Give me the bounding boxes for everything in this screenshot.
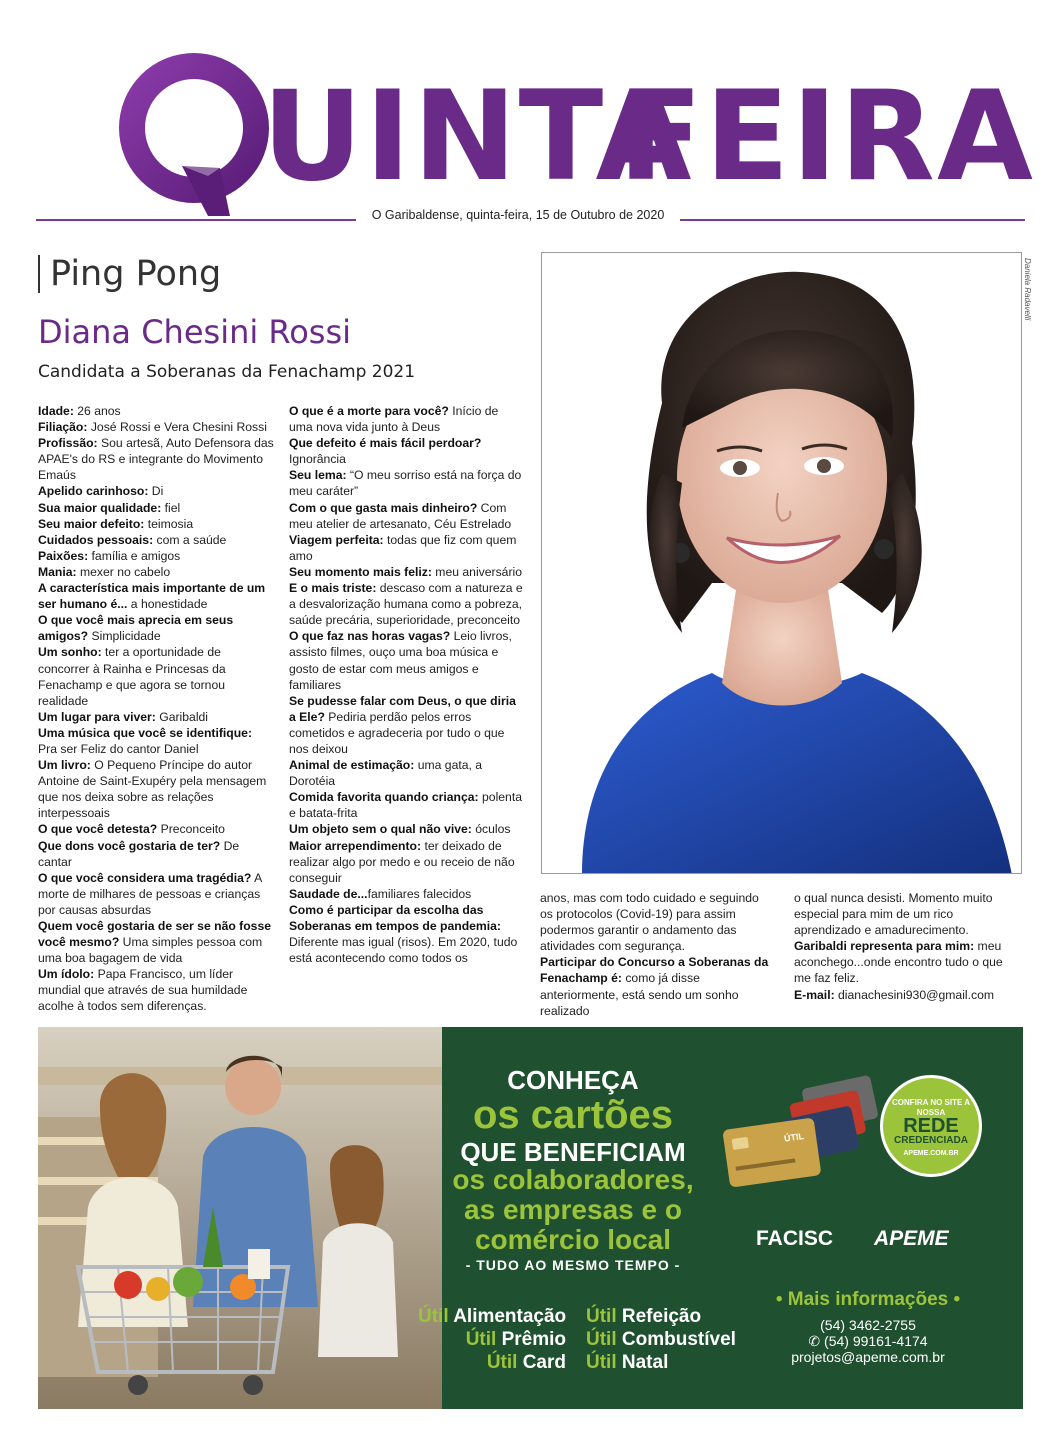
interview-item — [289, 403, 523, 435]
logo-q-mark — [112, 48, 282, 218]
logo-word-uinta: UINTA — [262, 65, 694, 209]
interview-question: Uma música que você se identifique: — [38, 725, 253, 740]
photo-credit: Daniela Radavelli — [1023, 258, 1032, 321]
interview-item — [38, 870, 274, 918]
product-name: Prêmio — [501, 1329, 566, 1350]
ad-headline-1: CONHEÇA — [507, 1065, 639, 1095]
interview-answer: dianachesini930@gmail.com — [834, 987, 995, 1002]
interview-item — [540, 890, 770, 954]
interview-question: Seu lema: — [289, 468, 347, 483]
interview-answer: “O meu sorriso está na força do meu caráter” — [289, 468, 522, 499]
dateline: O Garibaldense, quinta-feira, 15 de Outubro de 2020 — [371, 208, 665, 222]
interview-question: Como é participar da escolha das Soberanas em tempos de pandemia: — [289, 902, 501, 933]
interview-item — [38, 966, 274, 1014]
interview-answer: Ignorância — [289, 452, 346, 467]
interview-question: Filiação: — [38, 420, 88, 435]
interview-question: Paixões: — [38, 548, 89, 563]
interview-item — [289, 580, 523, 628]
interview-item — [289, 467, 523, 499]
product-name: Natal — [621, 1352, 669, 1373]
interview-answer: 26 anos — [73, 404, 121, 418]
interview-question: O que você considera uma tragédia? — [38, 870, 252, 885]
card-label: ÚTIL — [783, 1131, 805, 1144]
interview-question: O que faz nas horas vagas? — [289, 629, 451, 644]
ad-tagline: - TUDO AO MESMO TEMPO - — [465, 1257, 681, 1273]
interview-question: Um ídolo: — [38, 967, 95, 982]
interview-item — [289, 435, 523, 467]
interview-question: Maior arrependimento: — [289, 838, 422, 853]
seal-url-text: APEME.COM.BR — [903, 1150, 959, 1157]
advertisement — [38, 1027, 1023, 1409]
interview-answer: descaso com a natureza e a desvalorização humana como a pobreza, saúde precária, superioridade, preconceito — [289, 581, 523, 628]
interview-answer: ter a oportunidade de concorrer à Rainha e Princesas da Fenachamp e que agora se tornou realidade — [38, 645, 226, 708]
interview-question: Garibaldi representa para mim: — [794, 939, 975, 954]
interview-item — [38, 500, 274, 516]
interview-question: Que dons você gostaria de ter? — [38, 838, 221, 853]
interview-item — [289, 757, 523, 789]
interview-item — [289, 500, 523, 532]
article-subtitle: Candidata a Soberanas da Fenachamp 2021 — [38, 362, 416, 382]
interview-question: Um sonho: — [38, 645, 102, 660]
interview-item — [38, 419, 274, 435]
interview-item — [289, 532, 523, 564]
interview-question: O que você mais aprecia em seus amigos? — [38, 613, 234, 644]
seal-mid-text: CREDENCIADA — [894, 1135, 968, 1146]
interview-question: Cuidados pessoais: — [38, 532, 154, 547]
seal-top-text: CONFIRA NO SITE A NOSSA — [891, 1098, 971, 1117]
interview-answer: meu aconchego...onde encontro tudo o que me faz feliz. — [794, 939, 1003, 986]
interview-question: Mania: — [38, 564, 77, 579]
interview-question: Seu momento mais feliz: — [289, 564, 432, 579]
interview-question: Profissão: — [38, 436, 98, 451]
interview-item — [289, 789, 523, 821]
interview-question: Se pudesse falar com Deus, o que diria a Ele? — [289, 693, 516, 724]
interview-item — [289, 564, 523, 580]
interview-answer: Início de uma nova vida junto à Deus — [289, 404, 499, 435]
interview-answer: como já disse anteriormente, está sendo um sonho realizado — [540, 971, 739, 1018]
product-name: Alimentação — [453, 1306, 567, 1327]
interview-item — [38, 644, 274, 708]
interview-answer: Leio livros, assisto filmes, ouço uma boa música e gosto de estar com meus amigos e familiares — [289, 629, 512, 692]
interview-answer: teimosia — [144, 516, 194, 531]
interview-answer: a honestidade — [127, 597, 208, 612]
interview-item — [38, 757, 274, 821]
interview-question: Participar do Concurso a Soberanas da Fenachamp é: — [540, 955, 769, 986]
products-left — [418, 1305, 566, 1374]
interview-item — [38, 580, 274, 612]
portrait-illustration — [542, 253, 1022, 874]
product-brand: Útil — [418, 1306, 449, 1327]
interview-answer: Di — [148, 484, 164, 499]
interview-item — [38, 821, 274, 837]
interview-column-3 — [540, 890, 770, 1019]
interview-item — [38, 709, 274, 725]
ad-headline-4: os colaboradores, as empresas e o comércio local — [452, 1164, 694, 1255]
interview-answer: A morte de milhares de pessoas e crianças por causas absurdas — [38, 870, 262, 917]
ad-supermarket-photo — [38, 1027, 442, 1409]
interview-question: Idade: — [38, 404, 74, 418]
interview-question: Viagem perfeita: — [289, 532, 384, 547]
interview-question: Com o que gasta mais dinheiro? — [289, 500, 478, 515]
product-item — [586, 1305, 734, 1328]
ad-headline-3: QUE BENEFICIAM — [460, 1137, 686, 1167]
ad-cards-graphic — [716, 1073, 891, 1189]
interview-column-2 — [289, 403, 523, 966]
interview-item — [38, 532, 274, 548]
interview-item — [540, 954, 770, 1018]
interview-item — [38, 403, 274, 419]
product-brand: Útil — [586, 1306, 617, 1327]
interview-answer: polenta e batata-frita — [289, 790, 522, 821]
product-item — [418, 1305, 566, 1328]
product-brand: Útil — [486, 1352, 518, 1373]
ad-family-illustration — [38, 1027, 442, 1409]
interview-answer: Papa Francisco, um líder mundial que através de sua humildade acolhe à todos sem diferenças. — [38, 967, 248, 1014]
interview-item — [794, 890, 1022, 938]
interview-answer: com a saúde — [153, 532, 227, 547]
facisc-logo: FACISC — [756, 1227, 834, 1250]
masthead — [0, 0, 1058, 232]
products-right — [586, 1305, 734, 1374]
portrait-photo — [541, 252, 1022, 874]
interview-question: E o mais triste: — [289, 581, 377, 596]
interview-answer: mexer no cabelo — [76, 564, 171, 579]
interview-item — [38, 516, 274, 532]
ad-headline-2: os cartões — [472, 1093, 674, 1137]
interview-answer: Pediria perdão pelos erros cometidos e agradeceria por tudo o que nos deixou — [289, 709, 505, 756]
product-brand: Útil — [586, 1352, 617, 1373]
interview-question: Um objeto sem o qual não vive: — [289, 822, 472, 837]
interview-item — [289, 628, 523, 692]
interview-answer: todas que fiz com quem amo — [289, 532, 517, 563]
interview-answer: De cantar — [38, 838, 240, 869]
ad-seal-badge — [880, 1075, 982, 1177]
interview-column-1 — [38, 403, 274, 1015]
interview-answer: Uma simples pessoa com uma boa bagagem de vida — [38, 935, 263, 966]
interview-answer: Simplicidade — [88, 629, 161, 644]
ad-info-title: • Mais informações • — [775, 1289, 961, 1310]
interview-answer: o qual nunca desisti. Momento muito especial para mim de um rico aprendizado e amadurecimento. — [794, 891, 993, 938]
interview-answer: Sou artesã, Auto Defensora das APAE's do RS e integrante do Movimento Emaús — [38, 436, 274, 483]
interview-question: A característica mais importante de um ser humano é... — [38, 581, 266, 612]
interview-answer: O Pequeno Príncipe do autor Antoine de Saint-Exupéry pela mensagem que nos deixa sobre as relações interpessoais — [38, 758, 267, 821]
interview-item — [38, 838, 274, 870]
masthead-rule-right — [680, 219, 1025, 221]
interview-item — [38, 548, 274, 564]
interview-item — [289, 838, 523, 886]
interview-question: Apelido carinhoso: — [38, 484, 149, 499]
product-name: Card — [522, 1352, 566, 1373]
interview-item — [794, 987, 1022, 1003]
interview-answer: óculos — [471, 822, 511, 837]
ad-phone-2: ✆ (54) 99161-4174 — [808, 1333, 928, 1349]
interview-answer: uma gata, a Dorotéia — [289, 758, 483, 789]
interview-answer: Pra ser Feliz do cantor Daniel — [38, 741, 199, 756]
interview-item — [289, 886, 523, 902]
interview-answer: meu aniversário — [431, 564, 522, 579]
product-item — [586, 1328, 734, 1351]
interview-answer: Preconceito — [157, 822, 225, 837]
product-item — [418, 1351, 566, 1374]
section-bar — [38, 255, 40, 293]
interview-item — [38, 612, 274, 644]
interview-column-4 — [794, 890, 1022, 1003]
interview-item — [289, 902, 523, 966]
interview-item — [38, 483, 274, 499]
masthead-rule-left — [36, 219, 356, 221]
apeme-logo: APEME — [874, 1227, 949, 1250]
section-label: Ping Pong — [50, 254, 222, 294]
interview-question: Saudade de... — [289, 886, 368, 901]
interview-answer: fiel — [161, 500, 181, 515]
product-name: Refeição — [621, 1306, 702, 1327]
interview-answer: familiares falecidos — [367, 886, 472, 901]
interview-item — [38, 918, 274, 966]
article-title: Diana Chesini Rossi — [38, 313, 352, 351]
interview-item — [38, 564, 274, 580]
interview-item — [289, 821, 523, 837]
interview-answer: família e amigos — [88, 548, 181, 563]
ad-phone-1: (54) 3462-2755 — [820, 1317, 916, 1333]
interview-answer: Com meu atelier de artesanato, Céu Estrelado — [289, 500, 512, 531]
product-brand: Útil — [586, 1329, 617, 1350]
interview-answer: ter deixado de realizar algo por medo e ou receio de não conseguir — [289, 838, 515, 885]
interview-question: E-mail: — [794, 987, 835, 1002]
interview-question: O que você detesta? — [38, 822, 158, 837]
interview-item — [794, 938, 1022, 986]
ad-email: projetos@apeme.com.br — [791, 1349, 945, 1365]
product-name: Combustível — [621, 1329, 736, 1350]
interview-question: Comida favorita quando criança: — [289, 790, 479, 805]
interview-question: Um livro: — [38, 758, 91, 773]
product-item — [418, 1328, 566, 1351]
product-brand: Útil — [465, 1329, 497, 1350]
interview-item — [289, 693, 523, 757]
interview-answer: Garibaldi — [155, 709, 209, 724]
interview-question: Sua maior qualidade: — [38, 500, 162, 515]
logo-word-feira: FEIRA — [618, 65, 1035, 209]
interview-item — [38, 435, 274, 483]
interview-question: O que é a morte para você? — [289, 404, 449, 418]
interview-answer: Diferente mas igual (risos). Em 2020, tudo está acontecendo como todos os — [289, 935, 518, 966]
interview-item — [38, 725, 274, 757]
interview-question: Animal de estimação: — [289, 758, 415, 773]
interview-question: Quem você gostaria de ser se não fosse você mesmo? — [38, 919, 272, 950]
interview-answer: José Rossi e Vera Chesini Rossi — [87, 420, 267, 435]
product-item — [586, 1351, 734, 1374]
seal-big-text: REDE — [903, 1115, 959, 1137]
interview-question: Um lugar para viver: — [38, 709, 156, 724]
interview-answer: anos, mas com todo cuidado e seguindo os protocolos (Covid-19) para assim podermos garantir o andamento das atividades com segurança. — [540, 891, 759, 954]
interview-question: Que defeito é mais fácil perdoar? — [289, 436, 482, 451]
interview-question: Seu maior defeito: — [38, 516, 145, 531]
